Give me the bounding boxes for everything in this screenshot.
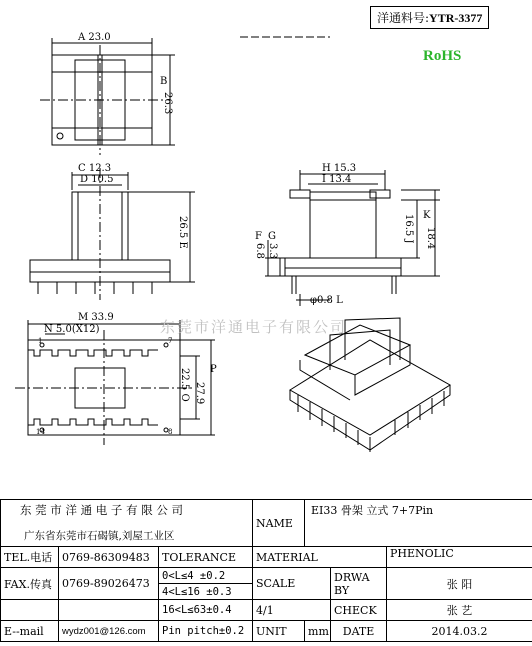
dim-k-value: 18.4: [425, 227, 436, 250]
dim-f-value: 6.8: [254, 243, 265, 259]
tolerance-4: Pin pitch±0.2: [159, 621, 253, 642]
date-label: DATE: [331, 621, 387, 642]
name-value: EI33 骨架 立式 7+7Pin: [305, 500, 532, 547]
dim-b-value: 26.3: [162, 92, 173, 115]
dim-d-label: D 10.5: [80, 174, 114, 185]
scale-value: 4/1: [253, 600, 331, 621]
dim-b-label: B: [160, 76, 168, 87]
fax-value: 0769-89026473: [59, 568, 159, 600]
drawn-label: DRWA BY: [331, 568, 387, 600]
dim-i-label: I 13.4: [322, 174, 352, 185]
check-label: CHECK: [331, 600, 387, 621]
scale-label: SCALE: [253, 568, 331, 600]
tolerance-3: 16<L≤63±0.4: [159, 600, 253, 621]
dim-a-label: A 23.0: [78, 32, 111, 43]
rohs-mark: RoHS: [423, 48, 462, 64]
dim-n-label: N 5.0(X12): [44, 324, 100, 335]
dim-g-value: 3.3: [267, 243, 278, 259]
title-block: [0, 499, 532, 642]
dim-e-label: 26.5 E: [177, 216, 188, 249]
tel-value: 0769-86309483: [59, 547, 159, 568]
email-label: E--mail: [1, 621, 59, 642]
material-label: MATERIAL: [253, 547, 387, 568]
tolerance-1: 0<L≤4 ±0.2: [159, 568, 253, 584]
top-view: [40, 38, 175, 155]
pin-14-label: 14: [36, 428, 45, 436]
isometric-view: [290, 318, 450, 452]
dim-l-label: φ0.8 L: [310, 295, 343, 306]
email-value-spacer: [59, 600, 159, 621]
tolerance-label: TOLERANCE: [159, 547, 253, 568]
tel-label: TEL.电话: [1, 547, 59, 568]
fax-label: FAX.传真: [1, 568, 59, 600]
name-label: NAME: [253, 500, 305, 547]
company-address: 广东省东莞市石碣镇,刘屋工业区: [24, 530, 175, 542]
part-number: YTR-3377: [429, 11, 483, 25]
part-number-label: 洋通料号:: [377, 11, 430, 25]
check-value: 张 艺: [387, 600, 532, 621]
dim-o-label: 22.5 O: [179, 368, 190, 402]
dim-c-label: C 12.3: [78, 163, 112, 174]
dim-k-label: K: [423, 210, 431, 221]
dim-h-label: H 15.3: [322, 163, 357, 174]
dim-f-label: F: [255, 231, 262, 242]
dim-p-label: P: [210, 364, 217, 375]
dim-g-label: G: [268, 231, 276, 242]
unit-label: UNIT: [253, 621, 305, 642]
dim-j-label: 16.5 J: [403, 214, 414, 244]
date-value: 2014.03.2: [387, 621, 532, 642]
front-view: [30, 168, 195, 300]
drawn-value: 张 阳: [387, 568, 532, 600]
pin-1-label: 1: [38, 337, 43, 345]
tolerance-2: 4<L≤16 ±0.3: [159, 584, 253, 600]
watermark-text: 东莞市洋通电子有限公司: [160, 318, 348, 336]
pin-8-label: 8: [168, 428, 173, 436]
unit-value: mm: [305, 621, 331, 642]
dim-p-value: 27.9: [194, 382, 205, 405]
email-value: wydz001@126.com: [59, 621, 159, 642]
dim-m-label: M 33.9: [78, 312, 114, 323]
company-name: 东 莞 市 洋 通 电 子 有 限 公 司: [20, 503, 184, 517]
email-label-spacer: [1, 600, 59, 621]
company-cell: [1, 500, 253, 547]
material-value: PHENOLIC: [387, 547, 532, 568]
pin-7-label: 7: [168, 337, 173, 345]
